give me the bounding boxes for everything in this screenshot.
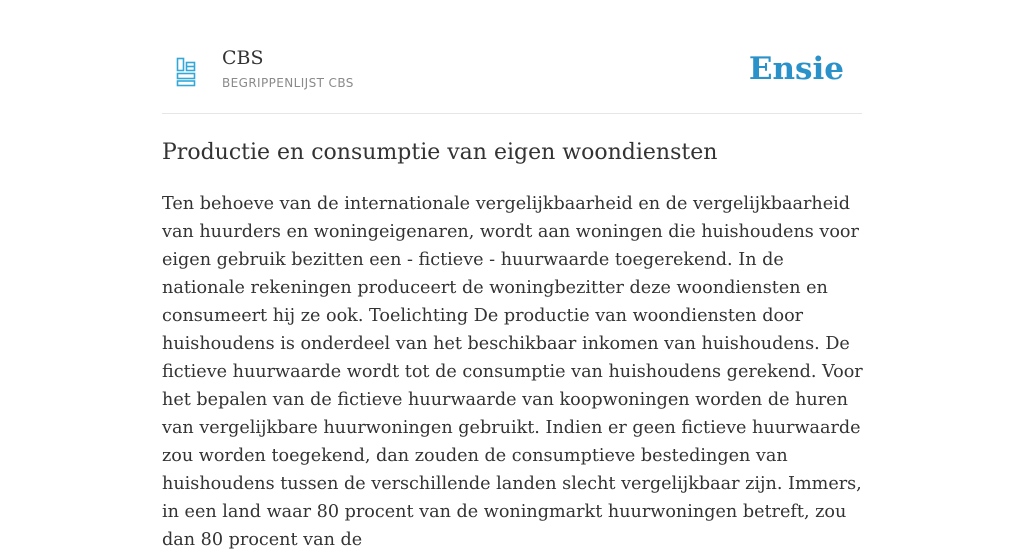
ensie-brand-logo[interactable]: Ensie <box>748 51 844 87</box>
term-title: Productie en consumptie van eigen woondiensten <box>162 140 718 165</box>
card-header <box>162 0 862 114</box>
definition-text: Ten behoeve van de internationale vergelijkbaarheid en de vergelijkbaarheid van huurders en woningeigenaren, wordt aan woningen die huishoudens voor eigen gebruik bezitten een - fictieve - huurwaarde toegerekend. In de nationale rekeningen produceert de woningbezitter deze woondiensten en consumeert hij ze ook. Toelichting De productie van woondiensten door huishoudens is onderdeel van het beschikbaar inkomen van huishoudens. De fictieve huurwaarde wordt tot de consumptie van huishoudens gerekend. Voor het bepalen van de fictieve huurwaarde van koopwoningen worden de huren van vergelijkbare huurwoningen gebruikt. Indien er geen fictieve huurwaarde zou worden toegekend, dan zouden de consumptieve bestedingen van huishoudens tussen de verschillende landen slecht vergelijkbaar zijn. Immers, in een land waar 80 procent van de woningmarkt huurwoningen betreft, zou dan 80 procent van de <box>162 194 863 550</box>
definition-card <box>162 0 863 550</box>
cbs-logo-icon <box>176 57 196 87</box>
source-subtitle: BEGRIPPENLIJST CBS <box>222 76 354 90</box>
source-name[interactable]: CBS <box>222 47 264 69</box>
